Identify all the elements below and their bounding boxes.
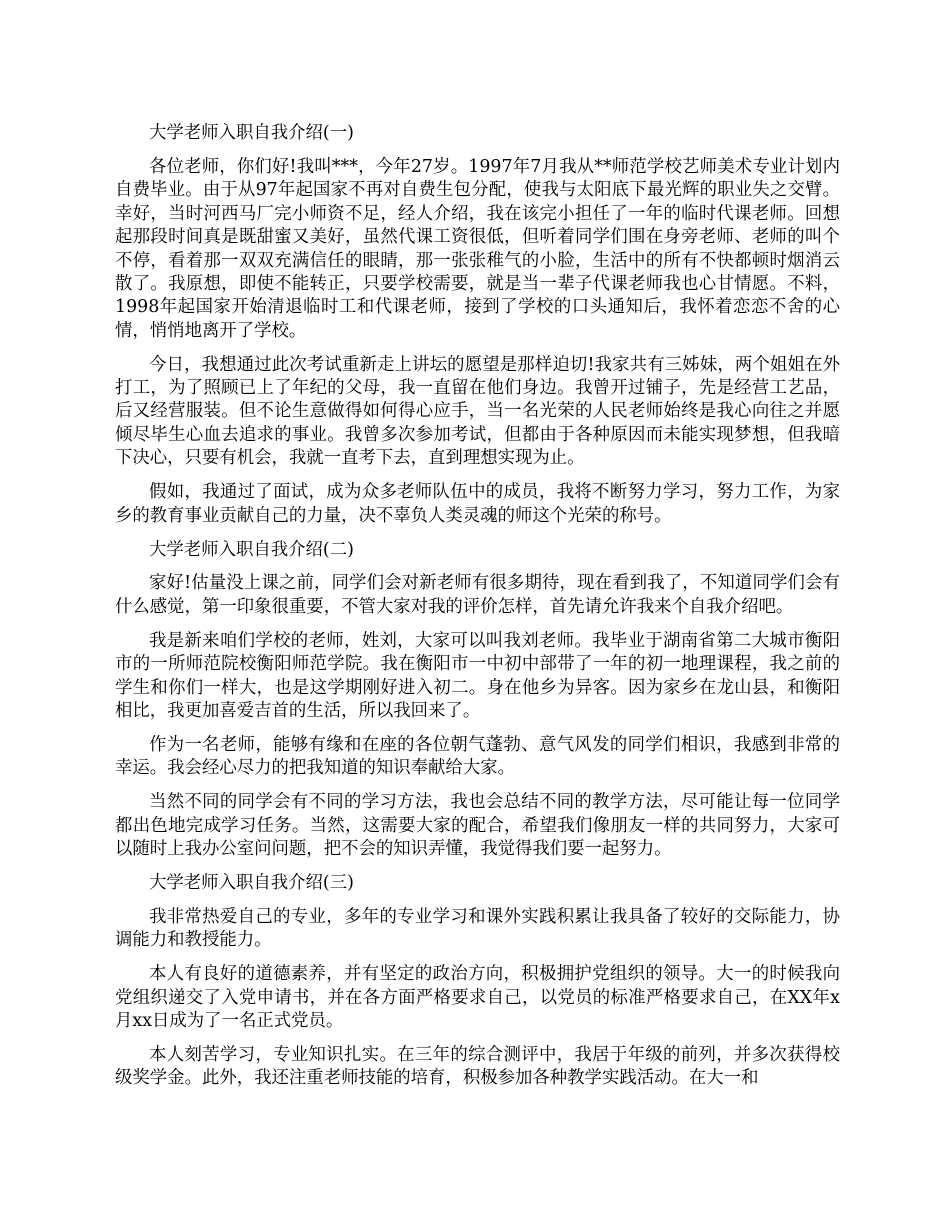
paragraph: 本人刻苦学习，专业知识扎实。在三年的综合测评中，我居于年级的前列，并多次获得校级奖学金。此外，我还注重老师技能的培育，积极参加各种教学实践活动。在大一和 — [115, 1044, 840, 1089]
paragraph: 我非常热爱自己的专业，多年的专业学习和课外实践积累让我具备了较好的交际能力，协调能力和教授能力。 — [115, 906, 840, 951]
paragraph: 当然不同的同学会有不同的学习方法，我也会总结不同的教学方法，尽可能让每一位同学都出色地完成学习任务。当然，这需要大家的配合，希望我们像朋友一样的共同努力，大家可以随时上我办公室问问题，把不会的知识弄懂，我觉得我们要一起努力。 — [115, 792, 840, 859]
paragraph: 今日，我想通过此次考试重新走上讲坛的愿望是那样迫切!我家共有三姊妹，两个姐姐在外打工，为了照顾已上了年纪的父母，我一直留在他们身边。我曾开过铺子，先是经营工艺品，后又经营服装。但不论生意做得如何得心应手，当一名光荣的人民老师始终是我心向往之并愿倾尽毕生心血去追求的事业。我曾多次参加考试，但都由于各种原因而未能实现梦想，但我暗下决心，只要有机会，我就一直考下去，直到理想实现为止。 — [115, 354, 840, 469]
paragraph: 家好!估量没上课之前，同学们会对新老师有很多期待，现在看到我了，不知道同学们会有什么感觉，第一印象很重要，不管大家对我的评价怎样，首先请允许我来个自我介绍吧。 — [115, 573, 840, 617]
paragraph: 本人有良好的道德素养，并有坚定的政治方向，积极拥护党组织的领导。大一的时候我向党组织递交了入党申请书，并在各方面严格要求自己，以党员的标准严格要求自己，在XX年x月xx日成为了一名正式党员。 — [115, 964, 840, 1031]
section-heading: 大学老师入职自我介绍(一) — [149, 123, 354, 143]
section-heading: 大学老师入职自我介绍(三) — [149, 872, 354, 893]
section-heading: 大学老师入职自我介绍(二) — [149, 539, 354, 560]
paragraph: 作为一名老师，能够有缘和在座的各位朝气蓬勃、意气风发的同学们相识，我感到非常的幸运。我会经心尽力的把我知道的知识奉献给大家。 — [115, 734, 840, 779]
document-body — [115, 122, 840, 1101]
paragraph: 假如，我通过了面试，成为众多老师队伍中的成员，我将不断努力学习，努力工作，为家乡的教育事业贡献自己的力量，决不辜负人类灵魂的师这个光荣的称号。 — [115, 482, 840, 526]
paragraph: 各位老师，你们好!我叫***，今年27岁。1997年7月我从**师范学校艺师美术专业计划内自费毕业。由于从97年起国家不再对自费生包分配，使我与太阳底下最光辉的职业失之交臂。幸好，当时河西马厂完小师资不足，经人介绍，我在该完小担任了一年的临时代课老师。回想起那段时间真是既甜蜜又美好，虽然代课工资很低，但听着同学们围在身旁老师、老师的叫个不停，看着那一双双充满信任的眼睛，那一张张稚气的小脸，生活中的所有不快都顿时烟消云散了。我原想，即使不能转正，只要学校需要，就是当一辈子代课老师我也心甘情愿。不料，1998年起国家开始清退临时工和代课老师，接到了学校的口头通知后，我怀着恋恋不舍的心情，悄悄地离开了学校。 — [115, 156, 840, 341]
paragraph: 我是新来咱们学校的老师，姓刘，大家可以叫我刘老师。我毕业于湖南省第二大城市衡阳市的一所师范院校衡阳师范学院。我在衡阳市一中初中部带了一年的初一地理课程，我之前的学生和你们一样大，也是这学期刚好进入初二。身在他乡为异客。因为家乡在龙山县，和衡阳相比，我更加喜爱吉首的生活，所以我回来了。 — [115, 630, 840, 721]
